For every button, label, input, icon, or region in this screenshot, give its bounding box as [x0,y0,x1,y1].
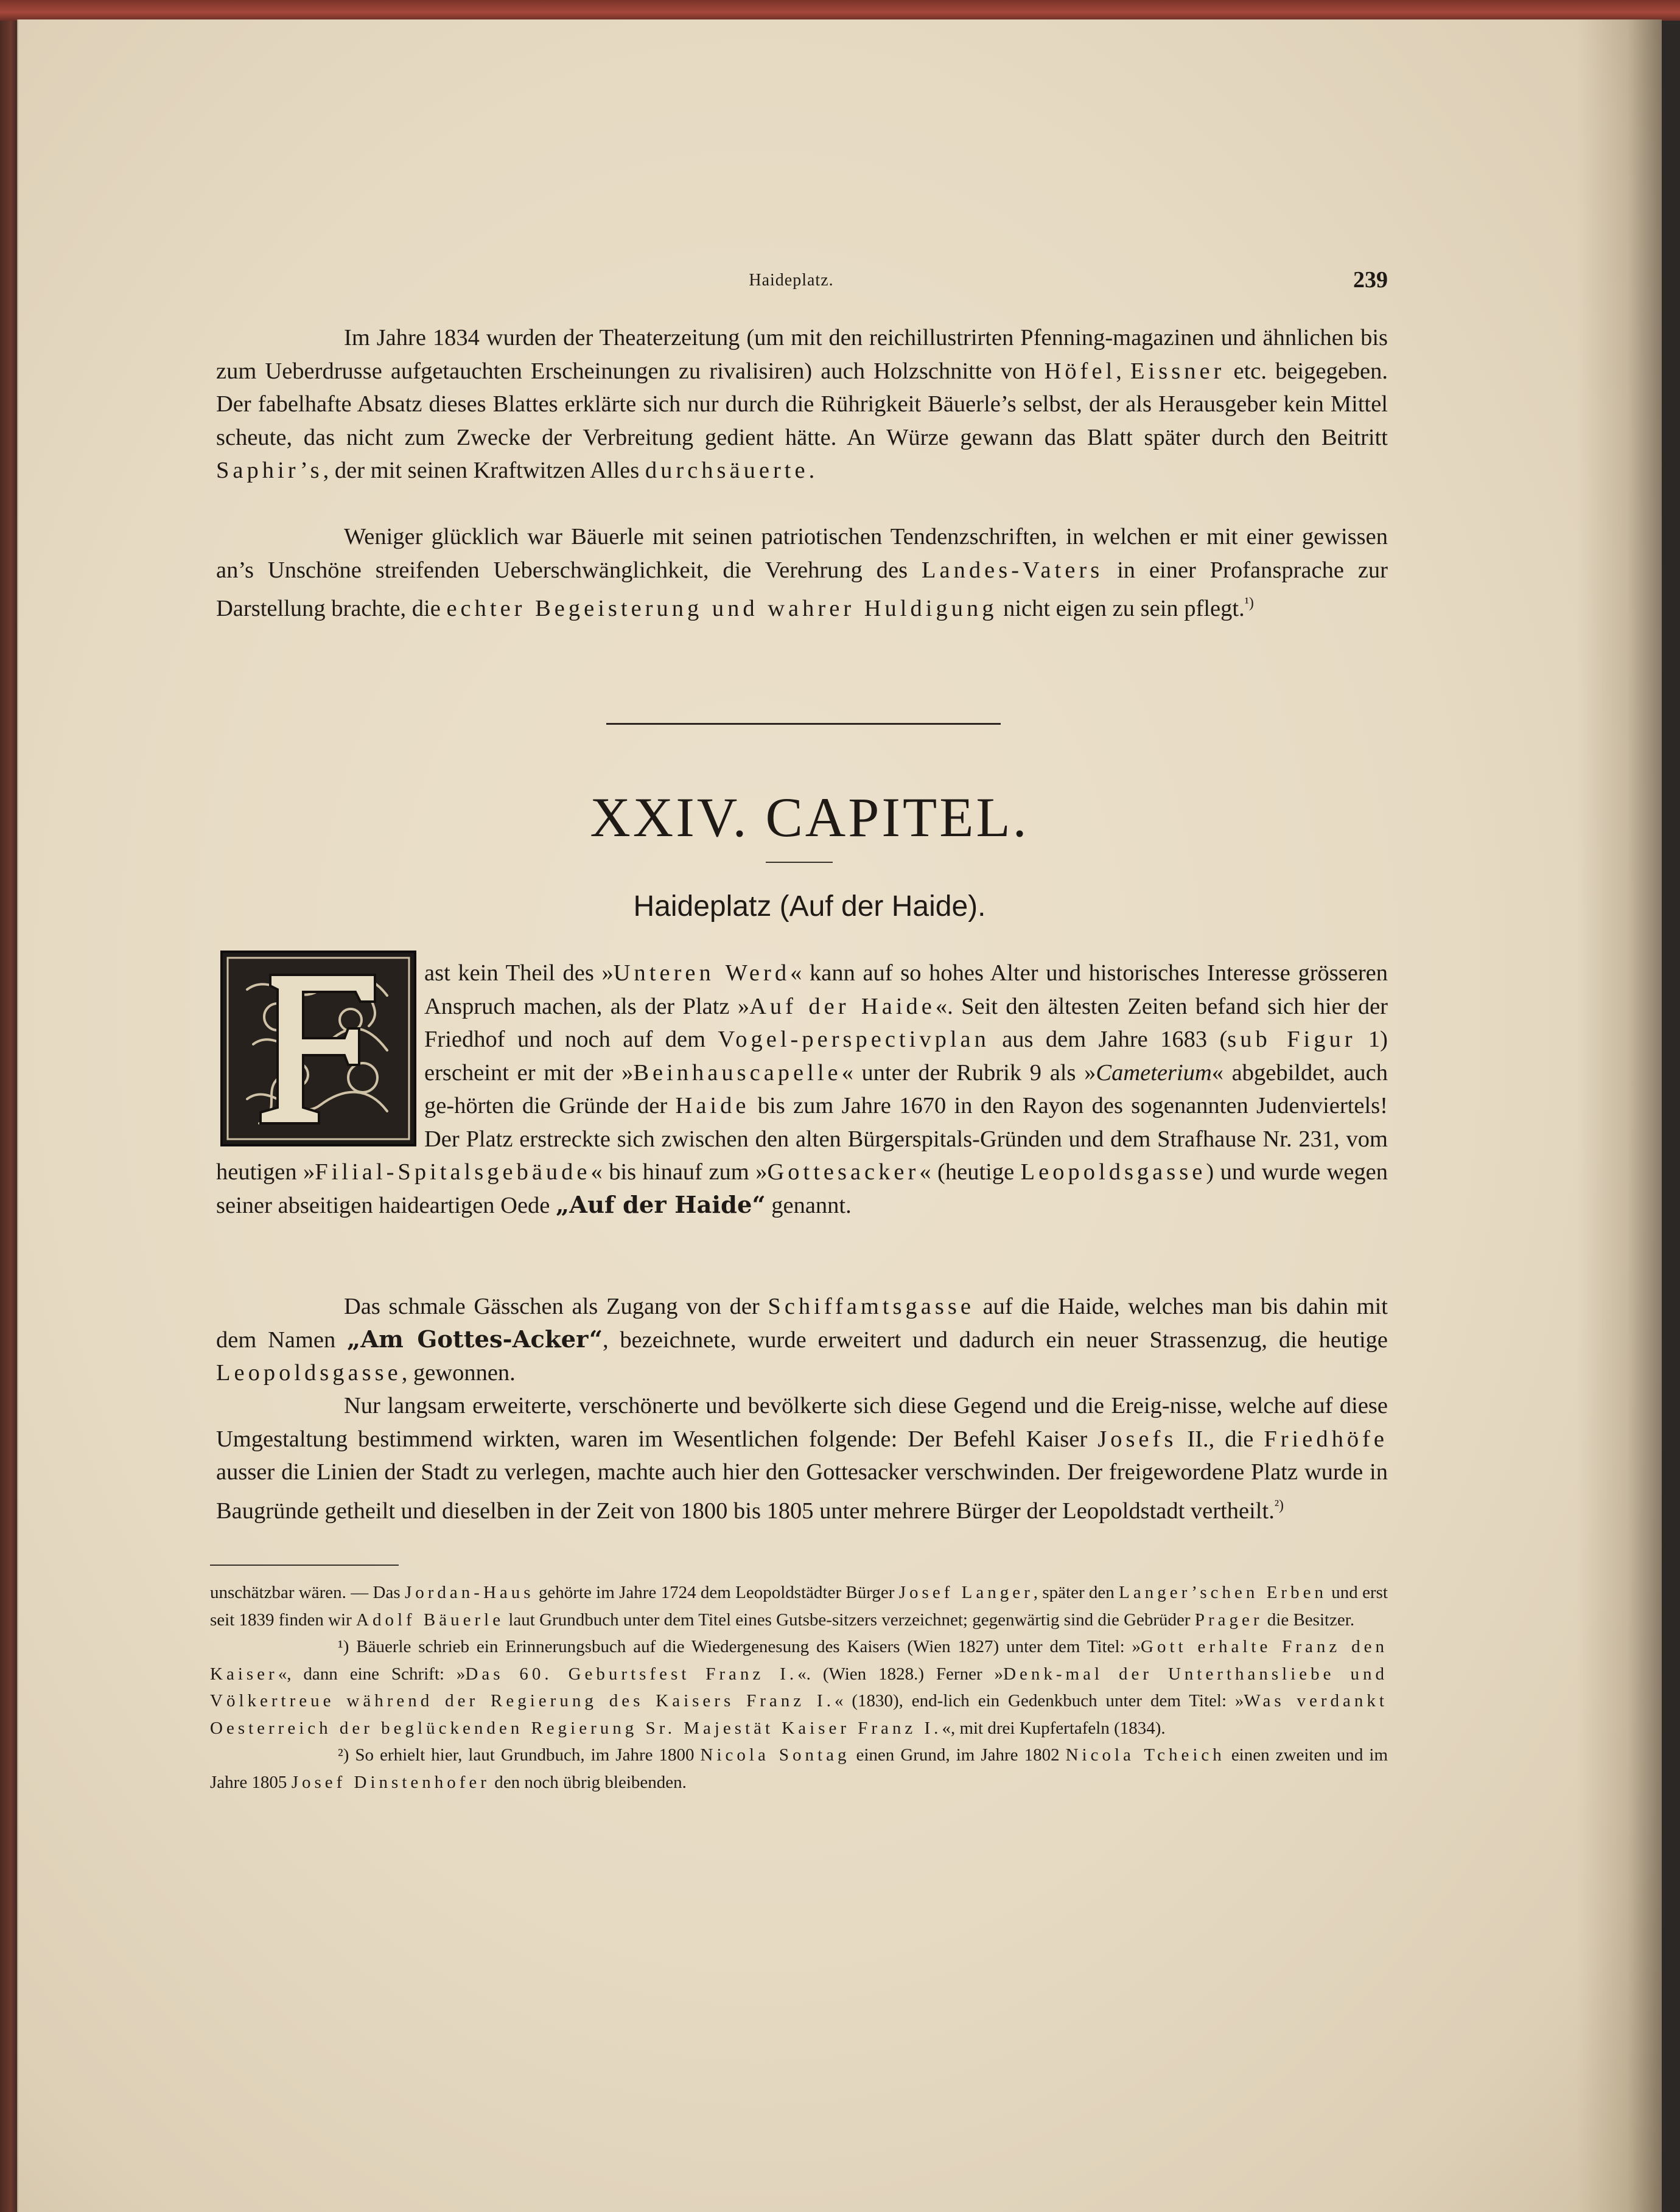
chapter-body-paragraph-1: ast kein Theil des »Unteren Werd« kann auf so hohes Alter und historisches Interesse grösseren Anspruch machen, als der Platz »Auf der Haide«. Seit den ältesten Zeiten befand sich hier der Friedhof und noch auf dem Vogel-perspectivplan aus dem Jahre 1683 (sub Figur 1) erscheint er mit der »Beinhauscapelle« unter der Rubrik 9 als »Cameterium« abgebildet, auch ge-hörten die Gründe der Haide bis zum Jahre 1670 in den Rayon des sogenannten Judenviertels! Der Platz erstreckte sich zwischen den alten Bürgerspitals-Gründen und dem Strafhause Nr. 231, vom heutigen »Filial-Spitalsgebäude« bis hinauf zum »Gottesacker« (heutige Leopoldsgasse) und wurde wegen seiner abseitigen haideartigen Oede „Auf der Haide“ genannt. [216,957,1388,1222]
book-top-edge [0,0,1680,21]
footnote-1: ¹) Bäuerle schrieb ein Erinnerungsbuch auf die Wiedergenesung des Kaisers (Wien 1827) unter dem Titel: »Gott erhalte Franz den Kaiser«, dann eine Schrift: »Das 60. Geburtsfest Franz I.«. (Wien 1828.) Ferner »Denk-mal der Unterthansliebe und Völkertreue während der Regierung des Kaisers Franz I.« (1830), end-lich ein Gedenkbuch unter dem Titel: »Was verdankt Oesterreich der beglückenden Regierung Sr. Majestät Kaiser Franz I.«, mit drei Kupfertafeln (1834). [210,1637,1388,1738]
page-gutter-shadow [1577,19,1662,2212]
chapter-body-paragraph-2: Das schmale Gässchen als Zugang von der Schiffamtsgasse auf die Haide, welches man bis dahin mit dem Namen „Am Gottes-Acker“, bezeichnete, wurde erweitert und dadurch ein neuer Strassenzug, die heutige Leopoldsgasse, gewonnen. [216,1294,1388,1386]
chapter-title: XXIV. CAPITEL. [590,786,1029,848]
intro-paragraph-1: Im Jahre 1834 wurden der Theaterzeitung (um mit den reichillustrirten Pfenning-magazinen und ähnlichen bis zum Ueberdrusse aufgetauchten Erscheinungen zu rivalisiren) auch Holzschnitte von Höfel, Eissner etc. beigegeben. Der fabelhafte Absatz dieses Blattes erklärte sich nur durch die Rührigkeit Bäuerle’s selbst, der als Herausgeber kein Mittel scheute, das nicht zum Zwecke der Verbreitung gedient hätte. An Würze gewann das Blatt später durch den Beitritt Saphir’s, der mit seinen Kraftwitzen Alles durchsäuerte. [216,325,1388,483]
page-number: 239 [1353,267,1388,293]
intro-paragraph-2: Weniger glücklich war Bäuerle mit seinen patriotischen Tendenzschriften, in welchen er mit einer gewissen an’s Unschöne streifenden Ueberschwänglichkeit, die Verehrung des Landes-Vaters in einer Profansprache zur Darstellung brachte, die echter Begeisterung und wahrer Huldigung nicht eigen zu sein pflegt.$^{^1)}$ [216,524,1388,621]
section-divider [606,723,1001,725]
footnote-rule [210,1565,399,1566]
footnote-2: ²) So erhielt hier, laut Grundbuch, im Jahre 1800 Nicola Sontag einen Grund, im Jahre 1802 Nicola Tcheich einen zweiten und im Jahre 1805 Josef Dinstenhofer den noch übrig bleibenden. [210,1745,1388,1792]
footnote-ref-2: ²) [1274,1497,1284,1513]
running-header: Haideplatz. [749,271,834,290]
chapter-body-paragraph-3: Nur langsam erweiterte, verschönerte und bevölkerte sich diese Gegend und die Ereig-nisse, welche auf diese Umgestaltung bestimmend wirkten, waren im Wesentlichen folgende: Der Befehl Kaiser Josefs II., die Friedhöfe ausser die Linien der Stadt zu verlegen, machte auch hier den Gottesacker verschwinden. Der freigewordene Platz wurde in Baugründe getheilt und dieselben in der Zeit von 1800 bis 1805 unter mehrere Bürger der Leopoldstadt vertheilt.$^{^2)}$ [216,1393,1388,1524]
title-rule [766,862,833,863]
footnote-continuation: unschätzbar wären. — Das Jordan-Haus gehörte im Jahre 1724 dem Leopoldstädter Bürger Josef Langer, später den Langer’schen Erben und erst seit 1839 finden wir Adolf Bäuerle laut Grundbuch unter dem Titel eines Gutsbe-sitzers verzeichnet; gegenwärtig sind die Gebrüder Prager die Besitzer. [210,1583,1388,1630]
footnotes [210,1579,1388,1796]
drop-cap-space [216,957,424,1146]
chapter-subtitle: Haideplatz (Auf der Haide). [633,890,986,923]
footnote-ref-1: ¹) [1244,595,1254,611]
